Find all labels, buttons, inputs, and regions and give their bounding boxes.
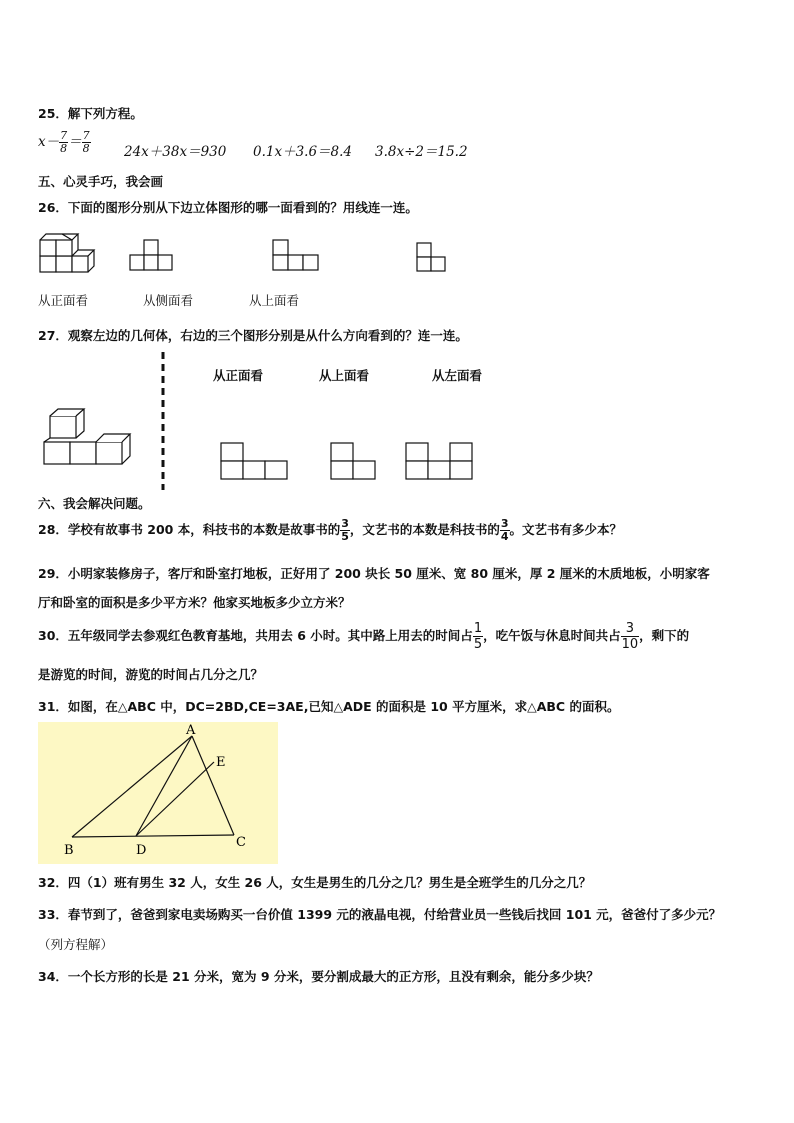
eq1-prefix: x－: [38, 134, 60, 150]
q28-part2: ，文艺书的本数是科技书的: [349, 522, 500, 537]
q28-part3: 。文艺书有多少本？: [509, 522, 623, 537]
q31-triangle-diagram: [38, 722, 278, 864]
q30-fraction-2: [621, 621, 640, 652]
segment-ab: [72, 736, 192, 837]
q27-view-2: [330, 442, 378, 482]
section-6-heading: 六、我会解决问题。: [38, 496, 151, 511]
q30-line-1: [38, 621, 689, 652]
q30-frac2-den: 10: [621, 637, 639, 652]
q28-frac1-num: 3: [341, 517, 349, 530]
q26-view-1: [130, 238, 174, 272]
q31-figure: [38, 722, 278, 864]
eq1-rhs-num: 7: [82, 129, 90, 142]
q32-text: 32．四（1）班有男生 32 人，女生 26 人，女生是男生的几分之几？男生是全班学生的几分之几？: [38, 875, 592, 890]
q31-title: 31．如图，在△ABC 中，DC=2BD,CE=3AE,已知△ADE 的面积是 10 平方厘米，求△ABC 的面积。: [38, 699, 620, 714]
q26-label-side: 从侧面看: [143, 293, 194, 308]
q27-label-front: 从正面看: [213, 368, 264, 383]
eq1-equals: ＝: [68, 134, 82, 150]
eq1-fraction: [59, 130, 68, 155]
q25-equation-1: [38, 130, 91, 155]
q33-line-2: （列方程解）: [38, 937, 114, 952]
q27-view-3: [405, 442, 475, 482]
q27-label-left: 从左面看: [432, 368, 483, 383]
q28-frac2-num: 3: [500, 517, 509, 530]
q30-part3: ，剩下的: [639, 628, 690, 643]
q30-part2: ，吃午饭与休息时间共占: [483, 628, 621, 643]
q28-frac1-den: 5: [341, 530, 349, 543]
q26-solid-figure: [38, 232, 100, 274]
eq1-frac-num: 7: [60, 129, 68, 142]
point-b-label: B: [64, 843, 74, 858]
q28-text: [38, 518, 622, 543]
q33-line-1: 33．春节到了，爸爸到家电卖场购买一台价值 1399 元的液晶电视，付给营业员一些钱后找回 101 元，爸爸付了多少元？: [38, 907, 722, 922]
q27-view-1: [220, 442, 290, 482]
section-5-heading: 五、心灵手巧，我会画: [38, 174, 164, 189]
q26-view-3: [416, 238, 448, 278]
eq1-rhs-den: 8: [82, 142, 90, 155]
q30-fraction-1: [473, 621, 483, 652]
point-a-label: A: [186, 723, 196, 738]
q28-frac2-den: 4: [500, 530, 509, 543]
segment-ad: [136, 736, 192, 836]
segment-bc: [72, 835, 234, 837]
q25-equation-4: 3.8x÷2＝15.2: [375, 144, 468, 160]
eq1-frac-den: 8: [60, 142, 68, 155]
point-e-label: E: [216, 755, 226, 770]
q26-title: 26．下面的图形分别从下边立体图形的哪一面看到的？用线连一连。: [38, 200, 418, 215]
segment-ac: [192, 736, 234, 835]
q29-line-2: 厅和卧室的面积是多少平方米？他家买地板多少立方米？: [38, 595, 351, 610]
q28-fraction-2: [500, 518, 510, 543]
q29-line-1: 29．小明家装修房子，客厅和卧室打地板，正好用了 200 块长 50 厘米、宽 80 厘米，厚 2 厘米的木质地板，小明家客: [38, 566, 710, 581]
q30-frac1-den: 5: [473, 637, 483, 652]
q25-equation-3: 0.1x＋3.6＝8.4: [253, 144, 353, 160]
q28-part1: 28．学校有故事书 200 本，科技书的本数是故事书的: [38, 522, 341, 537]
divider-dashed-line: [160, 352, 166, 492]
q26-label-top: 从上面看: [249, 293, 300, 308]
q26-view-2: [273, 238, 319, 272]
q25-equation-2: 24x＋38x＝930: [124, 144, 227, 160]
eq1-rhs-fraction: [82, 130, 91, 155]
q34-text: 34．一个长方形的长是 21 分米，宽为 9 分米，要分割成最大的正方形，且没有剩余，能分多少块？: [38, 969, 599, 984]
q30-line-2: 是游览的时间，游览的时间占几分之几？: [38, 667, 264, 682]
point-d-label: D: [136, 843, 147, 858]
q26-label-front: 从正面看: [38, 293, 89, 308]
q27-title: 27．观察左边的几何体，右边的三个图形分别是从什么方向看到的？连一连。: [38, 328, 468, 343]
q30-frac2-num: 3: [621, 621, 640, 637]
q30-part1: 30．五年级同学去参观红色教育基地，共用去 6 小时。其中路上用去的时间占: [38, 628, 473, 643]
q25-title: 25．解下列方程。: [38, 106, 143, 121]
q28-fraction-1: [340, 518, 350, 543]
point-c-label: C: [236, 835, 246, 850]
q27-solid-figure: [42, 406, 142, 466]
q27-label-top: 从上面看: [319, 368, 370, 383]
q30-frac1-num: 1: [473, 621, 483, 636]
